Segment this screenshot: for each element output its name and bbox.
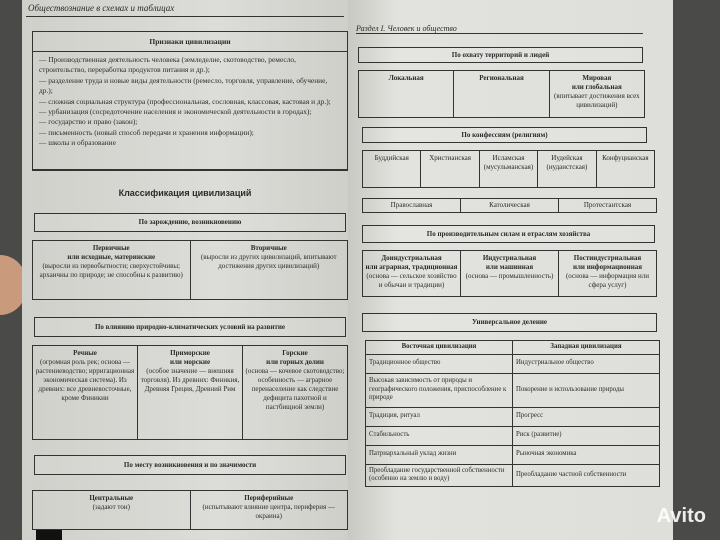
table-cell: Преобладание государственной собственности (особенно на землю и воду)	[366, 464, 513, 486]
category-description: (особое значение — внешняя торговля). Из древних: Финикия, Древняя Греция, Древний Рим	[140, 367, 240, 393]
confession-cell: Буддийская	[363, 151, 421, 187]
category-description: (выросли из других цивилизаций, впитывают достижения других цивилизаций)	[200, 253, 337, 270]
list-item: — Производственная деятельность человека (земледелие, скотоводство, ремесло, строительство, переработка продуктов питания и др.);	[39, 55, 296, 75]
category-cell	[454, 71, 549, 117]
list-item: — урбанизация (сосредоточение населения и экономической деятельности в городах);	[39, 107, 312, 117]
origin-header: По зарождению, возникновению	[34, 213, 346, 232]
table-cell: Патриархальный уклад жизни	[366, 445, 513, 464]
table-cell: Риск (развитие)	[513, 426, 660, 445]
confession-row	[362, 150, 655, 188]
category-description: (впитывает достижения всех цивилизаций)	[554, 92, 640, 109]
origin-row	[32, 240, 348, 300]
left-page	[22, 0, 348, 540]
category-cell	[559, 251, 656, 296]
category-cell	[359, 71, 454, 117]
christian-branch-cell: Протестантская	[583, 201, 632, 209]
category-alt-name: или аграрная, традиционная	[365, 263, 458, 271]
category-cell	[363, 251, 461, 296]
category-cell	[550, 71, 644, 117]
table-cell: Покорение и использование природы	[513, 373, 660, 407]
category-name: Горские	[282, 349, 308, 357]
category-description: (основа — сельское хозяйство и обычаи и традиции)	[366, 272, 457, 289]
running-header: Обществознание в схемах и таблицах	[28, 3, 175, 13]
category-name: Речные	[73, 349, 97, 357]
category-alt-name: или машинная	[485, 263, 534, 271]
christian-branch-cell: Католическая	[461, 199, 559, 212]
list-item: — письменность (новый способ передачи и хранения информации);	[39, 127, 254, 137]
table-cell: Традиция, ритуал	[366, 407, 513, 426]
confession-cell: Конфуцианская	[602, 154, 649, 162]
category-name: Мировая	[582, 74, 612, 82]
category-alt-name: или горных долин	[266, 358, 324, 366]
confession-header: По конфессиям (религиям)	[362, 127, 647, 143]
category-alt-name: или исходные, материнские	[67, 253, 156, 261]
place-header: По месту возникновения и по значимости	[34, 455, 346, 475]
category-cell	[33, 491, 191, 529]
signs-title: Признаки цивилизации	[33, 32, 347, 52]
right-page	[348, 0, 673, 540]
category-name: Центральные	[89, 494, 134, 502]
climate-header: По влиянию природно-климатических условий на развитие	[34, 317, 346, 337]
category-name: Вторичные	[250, 244, 287, 252]
table-cell: Стабильность	[366, 426, 513, 445]
list-item: — разделение труда и новые виды деятельности (ремесло, торговля, управление, обучение, др.);	[39, 75, 328, 96]
category-cell	[243, 346, 347, 439]
classification-title: Классификация цивилизаций	[118, 188, 252, 198]
universal-table	[365, 340, 660, 487]
category-name: Локальная	[388, 74, 424, 82]
category-description: (основа — промышленность)	[465, 272, 554, 280]
category-name: Индустриальная	[482, 254, 537, 262]
table-row	[366, 445, 660, 464]
category-cell	[461, 251, 559, 296]
category-name: Приморские	[170, 349, 210, 357]
category-name: Постиндустриальная	[573, 254, 642, 262]
category-name: Региональная	[479, 74, 524, 82]
territory-row	[358, 70, 645, 118]
confession-cell: Исламская (мусульманская)	[480, 151, 538, 187]
list-item: — школы и образование	[39, 138, 116, 148]
christian-row	[362, 198, 657, 213]
place-row	[32, 490, 348, 530]
table-row	[366, 373, 660, 407]
category-description: (основа — кочевое скотоводство; особенность — аграрное перенаселение как следствие дефицита пахотной и пастбищной земли)	[245, 367, 345, 411]
category-cell	[191, 491, 348, 529]
category-description: (испытывают влияние центра, периферия — окраина)	[202, 503, 335, 520]
signs-list	[33, 52, 347, 152]
production-header: По производительным силам и отраслям хозяйства	[362, 225, 655, 243]
climate-row	[32, 345, 348, 440]
table-cell: Индустриальное общество	[513, 354, 660, 373]
table-row	[366, 354, 660, 373]
christian-branch-cell: Православная	[363, 199, 461, 212]
table-cell: Прогресс	[513, 407, 660, 426]
category-cell	[33, 241, 191, 299]
production-row	[362, 250, 657, 297]
territory-header: По охвату территорий и людей	[358, 47, 643, 63]
category-cell	[191, 241, 348, 299]
category-alt-name: или морские	[169, 358, 211, 366]
running-header: Раздел I. Человек и общество	[356, 24, 457, 33]
category-name: Первичные	[92, 244, 130, 252]
category-description: (основа — информация или сфера услуг)	[565, 272, 650, 289]
column-header: Восточная цивилизация	[366, 341, 513, 355]
confession-cell: Иудейская (иудаистская)	[538, 151, 596, 187]
category-description: (огромная роль рек; основа — растениеводство; ирригационная экономическая система). Из древних: все древневосточные, кроме Финикии	[35, 358, 135, 402]
table-row	[366, 426, 660, 445]
column-header: Западная цивилизация	[513, 341, 660, 355]
category-cell	[138, 346, 243, 439]
table-cell: Высокая зависимость от природы и географического положения, приспособление к природе	[366, 373, 513, 407]
category-description: (задают тон)	[92, 503, 130, 511]
table-cell: Преобладание частной собственности	[513, 464, 660, 486]
table-row	[366, 407, 660, 426]
table-row	[366, 464, 660, 486]
category-name: Периферийные	[244, 494, 294, 502]
table-cell: Рыночная экономика	[513, 445, 660, 464]
category-alt-name: или глобальная	[571, 83, 622, 91]
table-cell: Традиционное общество	[366, 354, 513, 373]
page-tab	[36, 530, 62, 540]
list-item: — сложная социальная структура (профессиональная, сословная, классовая, кастовая и др.);	[39, 96, 331, 106]
category-name: Доиндустриальная	[381, 254, 442, 262]
category-alt-name: или информационная	[572, 263, 643, 271]
category-cell	[33, 346, 138, 439]
list-item: — государство и право (закон);	[39, 117, 138, 127]
signs-box	[32, 31, 348, 171]
universal-header: Универсальное деление	[362, 313, 657, 332]
avito-watermark: Avito	[656, 505, 706, 527]
confession-cell: Христианская	[421, 151, 479, 187]
category-description: (выросли из первобытности; сверхустойчивы; архаичны по природе; не способны к развитию)	[39, 262, 183, 279]
